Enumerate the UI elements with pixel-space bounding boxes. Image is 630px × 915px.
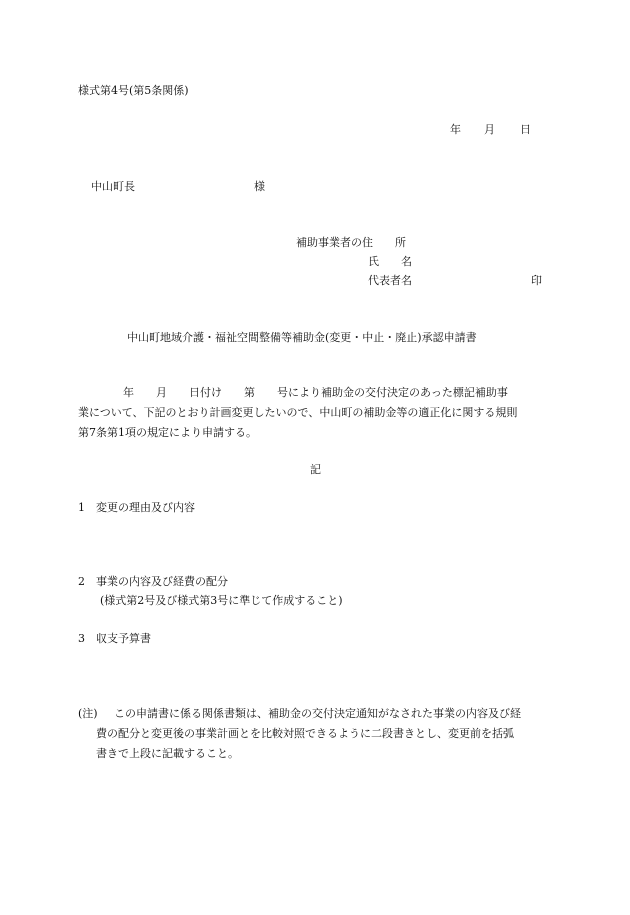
applicant-representative-label: 代表者名: [368, 274, 412, 287]
item-1-number: 1: [78, 501, 85, 514]
body-line-3: 第7条第1項の規定により申請する。: [78, 426, 257, 439]
addressee-honorific: 様: [254, 180, 265, 193]
note-label: (注): [78, 707, 98, 720]
ki-heading: 記: [310, 463, 321, 476]
applicant-name-label: 氏 名: [368, 255, 412, 268]
date-year: 年: [450, 123, 461, 136]
body-line-2: 業について、下記のとおり計画変更したいので、中山町の補助金等の適正化に関する規則: [78, 406, 518, 419]
body-line-1: 年 月 日付け 第 号により補助金の交付決定のあった標記補助事: [123, 386, 508, 399]
applicant-address-label: 補助事業者の住 所: [296, 236, 406, 249]
note-line-2: 費の配分と変更後の事業計画とを比較対照できるように二段書きとし、変更前を括弧: [96, 727, 514, 740]
seal-mark: 印: [531, 274, 542, 287]
document-title: 中山町地域介護・福祉空間整備等補助金(変更・中止・廃止)承認申請書: [127, 331, 477, 344]
item-2-number: 2: [78, 575, 85, 588]
addressee-name: 中山町長: [91, 180, 135, 193]
item-1-label: 変更の理由及び内容: [96, 501, 195, 514]
item-3-number: 3: [78, 632, 85, 645]
item-2-label: 事業の内容及び経費の配分: [96, 575, 228, 588]
item-3-label: 収支予算書: [96, 632, 151, 645]
note-line-1: この申請書に係る関係書類は、補助金の交付決定通知がなされた事業の内容及び経: [114, 707, 521, 720]
note-line-3: 書きで上段に記載すること。: [96, 747, 239, 760]
form-number: 様式第4号(第5条関係): [78, 84, 189, 97]
item-2-sub: (様式第2号及び様式第3号に準じて作成すること): [100, 594, 343, 607]
date-day: 日: [520, 123, 531, 136]
date-month: 月: [484, 123, 495, 136]
